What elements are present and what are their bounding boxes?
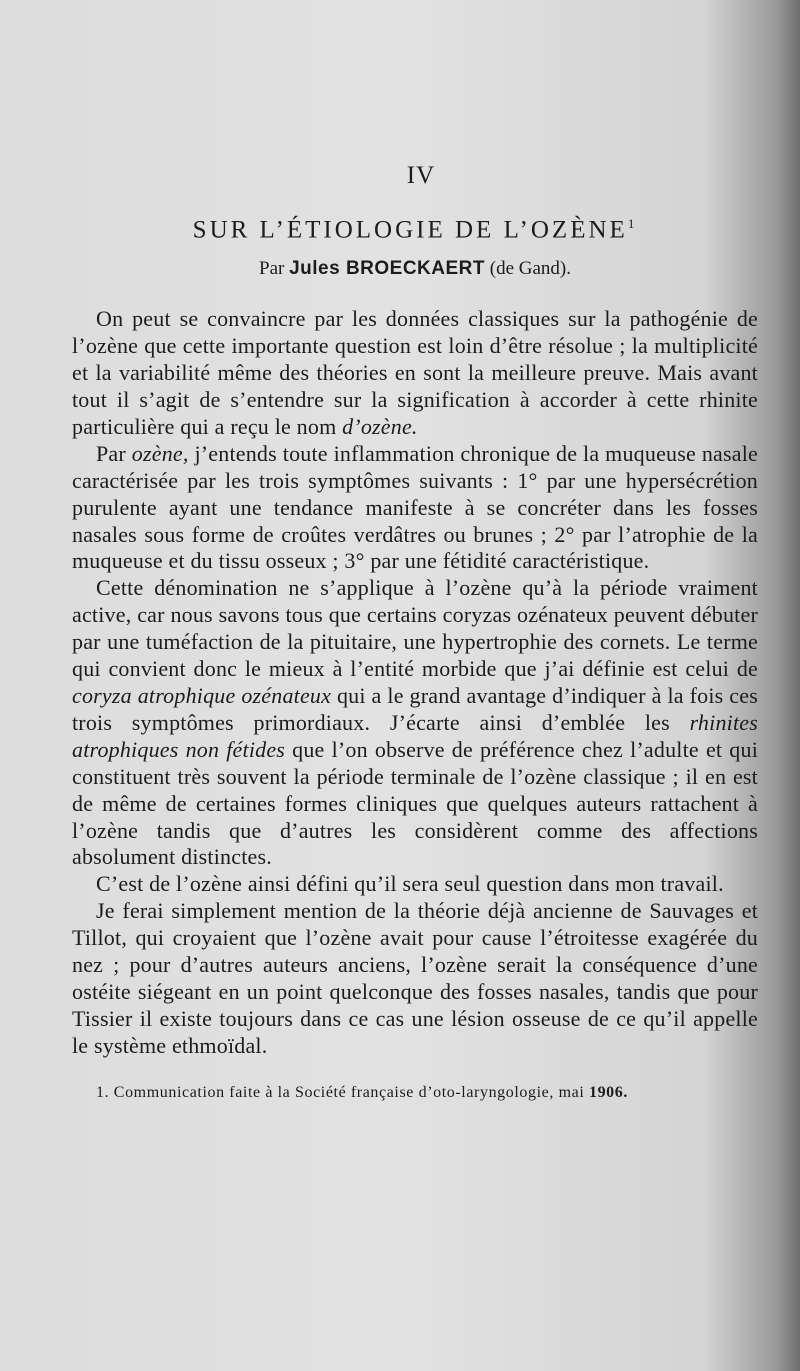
page-content: [72, 162, 758, 1104]
paragraph-4: C’est de l’ozène ainsi défini qu’il sera seul question dans mon travail.: [96, 871, 724, 897]
paragraph-3-emphasis-2: rhinites atrophiques non fétides: [72, 709, 758, 762]
article-title: [72, 216, 758, 244]
paragraph-5: Je ferai simplement mention de la théorie déjà ancienne de Sauvages et Tillot, qui croyaient que l’ozène avait pour cause l’étroitesse exagérée du nez ; pour d’autres auteurs anciens, l’ozène serait la conséquence d’une ostéite siégeant en un point quelconque des fosses nasales, tandis que pour Tissier il existe toujours dans ce cas une lésion osseuse de ce qu’il appelle le système ethmoïdal.: [72, 898, 758, 1058]
byline-affiliation: (de Gand).: [489, 258, 571, 280]
paragraph-3: [72, 575, 758, 871]
paragraph-2-lead: Par: [96, 440, 132, 466]
footnote: [72, 1082, 758, 1104]
chapter-number: IV: [406, 162, 436, 189]
title-footnote-marker: 1: [627, 216, 638, 231]
byline: [72, 258, 758, 280]
paragraph-3-text-3: que l’on observe de préférence chez l’adulte et qui constituent très souvent la période terminale de l’ozène classique ; il en est de même de certaines formes cliniques que quelques auteurs rattachent à l’ozène tandis que d’autres les considèrent comme des affections absolument distinctes.: [72, 736, 759, 870]
paragraph-1-text: On peut se convaincre par les données classiques sur la pathogénie de l’ozène que cette importante question est loin d’être résolue ; la multiplicité et la variabilité même des théories en sont la meilleure preuve. Mais avant tout il s’agit de s’entendre sur la signification à accorder à cette rhinite particulière qui a reçu le nom: [72, 306, 758, 439]
footnote-year: 1906.: [588, 1083, 628, 1101]
paragraph-2-emphasis: ozène,: [131, 440, 189, 466]
paragraph-1: [72, 306, 758, 441]
paragraph-2: [72, 441, 758, 576]
article-title-text: SUR L’ÉTIOLOGIE DE L’OZÈNE: [192, 216, 628, 244]
paragraph-2-text: j’entends toute inflammation chronique de la muqueuse nasale caractérisée par les trois symptômes suivants : 1° par une hypersécrétion purulente ayant une tendance manifeste à se concréter dans les fosses nasales sous forme de croûtes verdâtres ou brunes ; 2° par l’atrophie de la muqueuse et du tissu osseux ; 3° par une fétidité caractéristique.: [72, 440, 758, 574]
byline-prefix: Par: [259, 258, 285, 280]
paragraph-3-emphasis-1: coryza atrophique ozénateux: [72, 683, 332, 709]
footnote-text: 1. Communication faite à la Société française d’oto-laryngologie, mai: [96, 1083, 585, 1101]
paragraph-1-emphasis: d’ozène.: [342, 413, 418, 439]
paragraph-3-text-2: qui a le grand avantage d’indiquer à la fois ces trois symptômes primordiaux. J’écarte ainsi d’emblée les: [72, 683, 758, 735]
paragraph-3-text-1: Cette dénomination ne s’applique à l’ozène qu’à la période vraiment active, car nous savons tous que certains coryzas ozénateux peuvent débuter par une tuméfaction de la pituitaire, une hypertrophie des cornets. Le terme qui convient donc le mieux à l’entité morbide que j’ai définie est celui de: [72, 575, 758, 682]
author-name: Jules BROECKAERT: [289, 258, 485, 280]
